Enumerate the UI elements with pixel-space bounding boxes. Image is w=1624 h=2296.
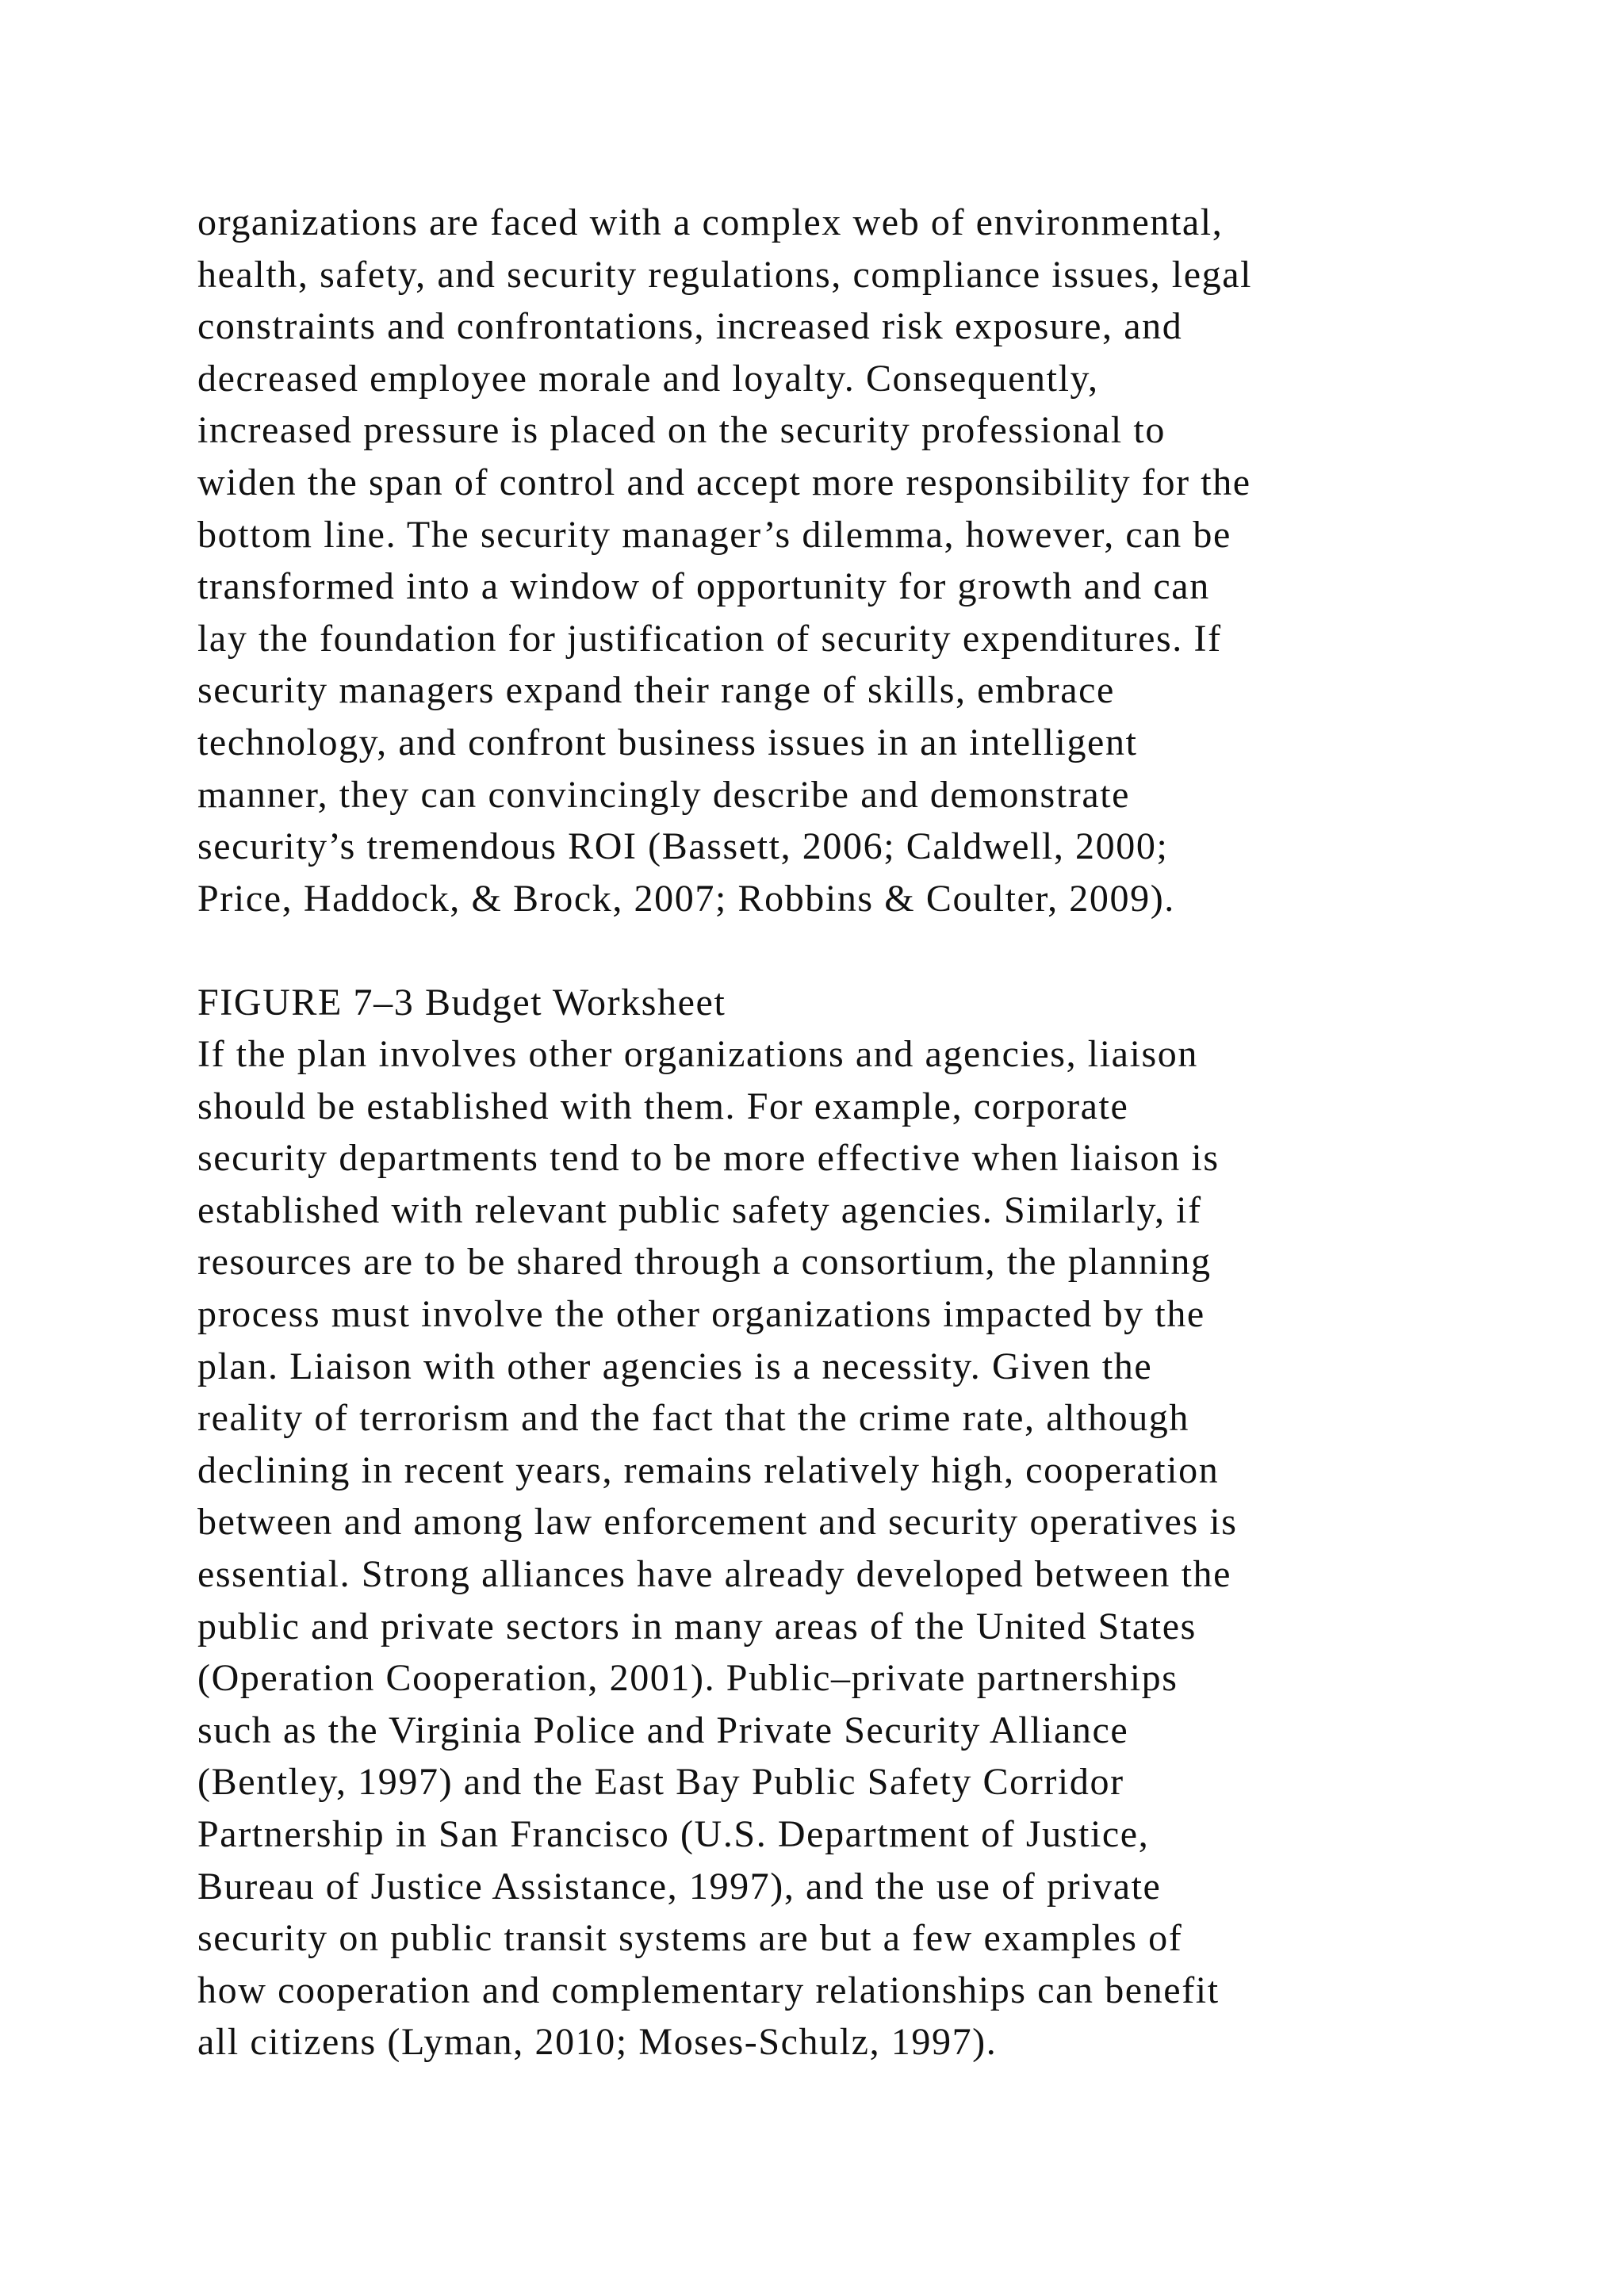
- figure-caption: [197, 977, 1545, 1029]
- text-line: If the plan involves other organizations and agencies, liaison: [197, 1033, 1198, 1075]
- text-line: lay the foundation for justification of security expenditures. If: [197, 617, 1222, 660]
- text-line: reality of terrorism and the fact that the crime rate, although: [197, 1397, 1189, 1440]
- text-line: manner, they can convincingly describe and demonstrate: [197, 773, 1131, 816]
- text-line: essential. Strong alliances have already developed between the: [197, 1552, 1232, 1595]
- paragraph-budget-roi: [197, 197, 1545, 924]
- text-line: between and among law enforcement and security operatives is: [197, 1501, 1238, 1544]
- paragraph-liaison: [197, 1028, 1545, 2068]
- text-line: public and private sectors in many areas of the United States: [197, 1605, 1197, 1647]
- text-line: plan. Liaison with other agencies is a necessity. Given the: [197, 1345, 1153, 1387]
- text-line: (Bentley, 1997) and the East Bay Public Safety Corridor: [197, 1761, 1124, 1804]
- text-line: technology, and confront business issues in an intelligent: [197, 721, 1138, 763]
- text-line: health, safety, and security regulations, compliance issues, legal: [197, 253, 1253, 296]
- text-line: decreased employee morale and loyalty. Consequently,: [197, 357, 1099, 400]
- text-line: bottom line. The security manager’s dilemma, however, can be: [197, 513, 1231, 556]
- text-line: Partnership in San Francisco (U.S. Department of Justice,: [197, 1812, 1150, 1855]
- text-line: how cooperation and complementary relationships can benefit: [197, 1969, 1220, 2011]
- text-line: security managers expand their range of skills, embrace: [197, 669, 1115, 712]
- text-line: increased pressure is placed on the security professional to: [197, 409, 1166, 452]
- text-line: security’s tremendous ROI (Bassett, 2006; Caldwell, 2000;: [197, 825, 1169, 868]
- text-line: (Operation Cooperation, 2001). Public–private partnerships: [197, 1657, 1178, 1700]
- text-line: established with relevant public safety agencies. Similarly, if: [197, 1188, 1202, 1231]
- text-line: security departments tend to be more effective when liaison is: [197, 1137, 1220, 1180]
- text-line: Bureau of Justice Assistance, 1997), and the use of private: [197, 1865, 1162, 1908]
- text-line: organizations are faced with a complex web of environmental,: [197, 201, 1224, 243]
- text-line: Price, Haddock, & Brock, 2007; Robbins & Coulter, 2009).: [197, 877, 1175, 920]
- text-line: process must involve the other organizations impacted by the: [197, 1292, 1205, 1335]
- text-line: should be established with them. For example, corporate: [197, 1085, 1129, 1127]
- text-line: resources are to be shared through a consortium, the planning: [197, 1241, 1212, 1284]
- text-line: transformed into a window of opportunity for growth and can: [197, 565, 1210, 608]
- text-line: all citizens (Lyman, 2010; Moses-Schulz, 1997).: [197, 2021, 998, 2064]
- text-line: constraints and confrontations, increased risk exposure, and: [197, 305, 1183, 348]
- text-line: security on public transit systems are but a few examples of: [197, 1917, 1183, 1960]
- figure-caption-text: FIGURE 7–3 Budget Worksheet: [197, 982, 726, 1024]
- text-line: declining in recent years, remains relatively high, cooperation: [197, 1448, 1220, 1491]
- text-line: widen the span of control and accept more responsibility for the: [197, 461, 1251, 503]
- text-line: such as the Virginia Police and Private Security Alliance: [197, 1709, 1129, 1751]
